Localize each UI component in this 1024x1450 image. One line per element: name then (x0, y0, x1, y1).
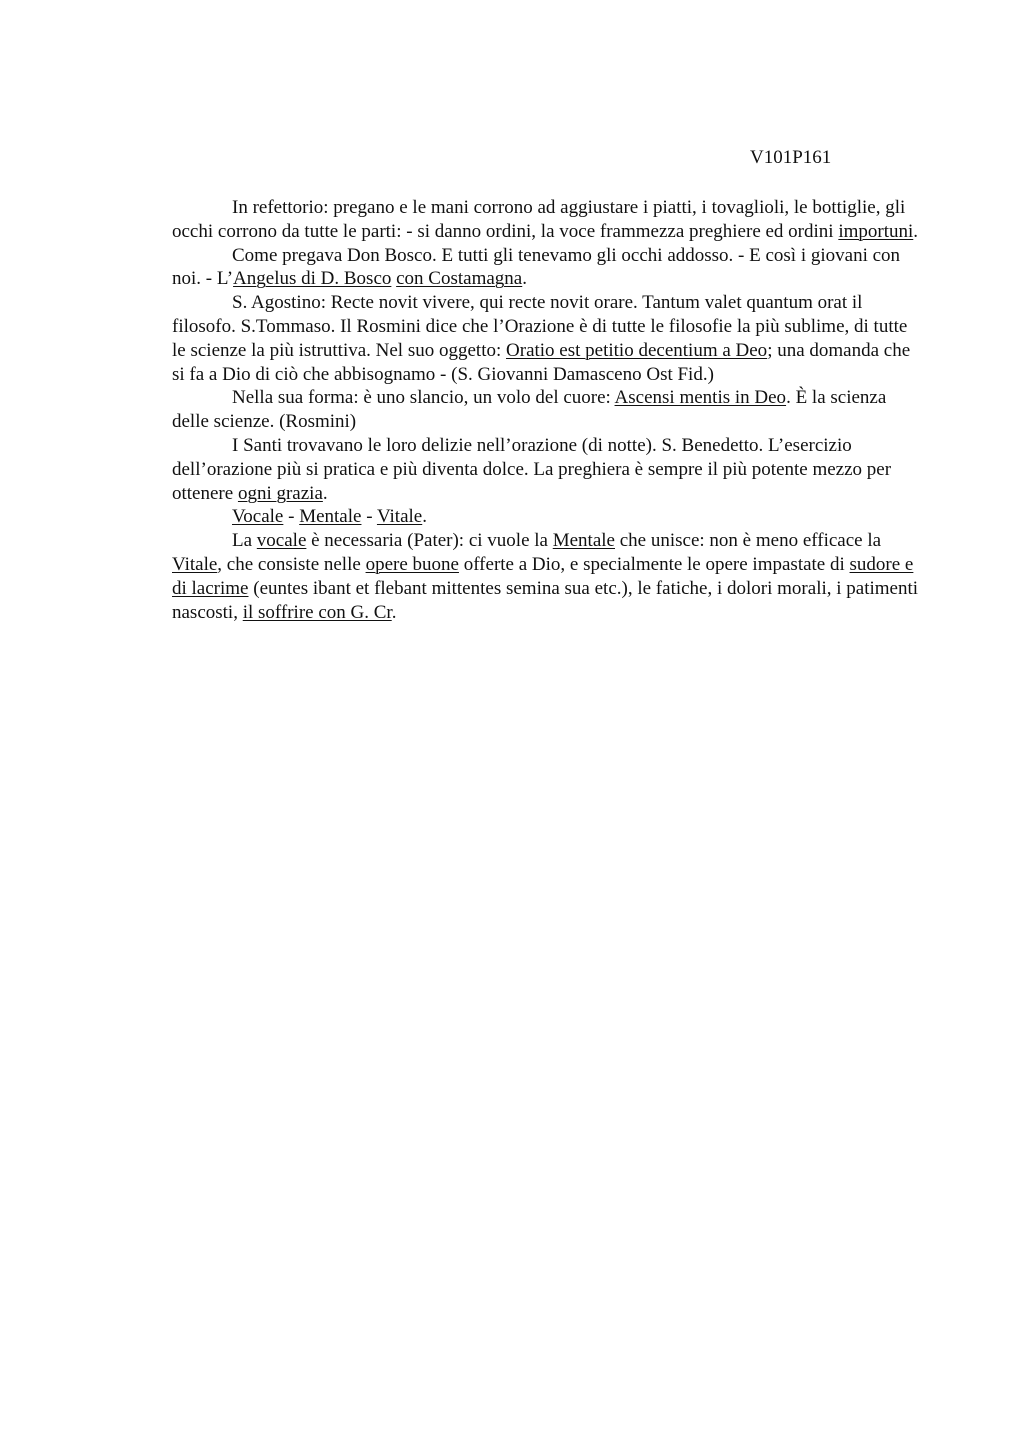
text-segment: - (283, 506, 300, 528)
text-segment: S. Agostino: Recte novit vivere, qui recte novit orare. Tantum valet quantum orat il filosofo. S.Tommaso. Il Rosmini dice che l’Orazione è di tutte le filosofie la più sublime, di tutte le scienze la più istruttiva. Nel suo oggetto: (172, 292, 908, 361)
text-segment: . È la scienza delle scienze. (Rosmini) (172, 387, 887, 433)
text-segment: I Santi trovavano le loro delizie nell’orazione (di notte). S. Benedetto. L’esercizio dell’orazione più si pratica e più diventa dolce. La preghiera è sempre il più potente mezzo per ottenere (172, 434, 892, 504)
text-segment: La (232, 530, 257, 552)
underlined-text: Oratio est petitio decentium a Deo (506, 339, 768, 361)
underlined-text: Vitale (172, 553, 218, 575)
underlined-text: vocale (256, 530, 307, 552)
paragraph (172, 386, 924, 434)
text-segment: . (391, 601, 397, 623)
text-segment: ; una domanda che si fa a Dio di ciò che abbisognamo - (S. Giovanni Damasceno Ost Fid.) (172, 339, 911, 385)
text-segment: offerte a Dio, e specialmente le opere impastate di (458, 553, 850, 575)
text-segment: è necessaria (Pater): ci vuole la (306, 530, 553, 552)
underlined-text: Angelus di D. Bosco (233, 268, 392, 290)
underlined-text: Vocale (232, 506, 284, 528)
underlined-text: sudore e di lacrime (172, 553, 914, 599)
paragraph (172, 505, 924, 529)
text-segment: . (422, 506, 427, 528)
body-text (172, 196, 924, 624)
text-segment: . (322, 482, 328, 504)
underlined-text: ogni grazia (237, 482, 323, 504)
paragraph (172, 434, 924, 505)
underlined-text: il soffrire con G. Cr (242, 601, 392, 623)
text-segment: In refettorio: pregano e le mani corrono ad aggiustare i piatti, i tovaglioli, le bottiglie, gli occhi corrono da tutte le parti: - si danno ordini, la voce frammezza preghiere ed ordini (172, 197, 906, 242)
paragraph (172, 244, 924, 292)
underlined-text: Mentale (552, 530, 615, 552)
underlined-text: con Costamagna (396, 268, 523, 290)
underlined-text: opere buone (365, 553, 459, 575)
page-reference-code: V101P161 (750, 147, 832, 168)
paragraph (172, 529, 924, 624)
paragraph (172, 196, 924, 244)
text-segment: - (361, 506, 377, 528)
text-segment: . (913, 220, 919, 242)
text-segment: Nella sua forma: è uno slancio, un volo del cuore: (232, 387, 615, 409)
underlined-text: Vitale (376, 506, 423, 528)
text-segment: che unisce: non è meno efficace la (615, 530, 882, 552)
text-segment: , che consiste nelle (217, 553, 366, 575)
text-segment: Come pregava Don Bosco. E tutti gli tenevamo gli occhi addosso. - E così i giovani con noi. - L’ (172, 244, 901, 290)
text-segment: . (522, 268, 527, 290)
text-segment: (euntes ibant et flebant mittentes semina sua etc.), le fatiche, i dolori morali, i patimenti nascosti, (172, 577, 919, 623)
underlined-text: Mentale (299, 506, 362, 528)
paragraph (172, 291, 924, 386)
underlined-text: importuni (838, 220, 914, 242)
underlined-text: Ascensi mentis in Deo (614, 387, 787, 409)
